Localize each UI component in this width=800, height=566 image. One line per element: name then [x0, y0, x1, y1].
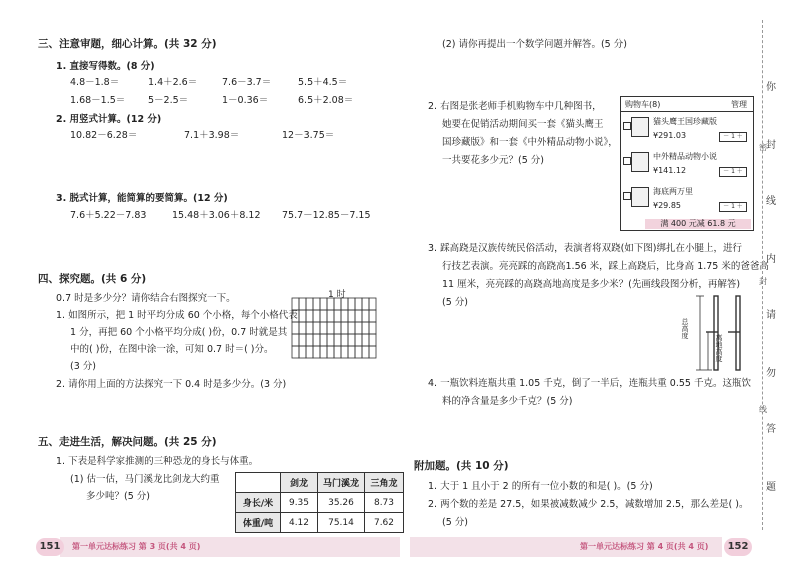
grid-cell [327, 322, 334, 334]
book-icon [631, 152, 649, 172]
q3-heading: 3. 脱式计算，能简算的要简算。(12 分) [56, 193, 228, 204]
grid-cell [369, 346, 376, 358]
q1-heading: 1. 直接写得数。(8 分) [56, 61, 155, 72]
cart-item [625, 185, 749, 219]
grid-cell [348, 298, 355, 310]
row-label: 体重/吨 [236, 513, 281, 533]
checkbox-icon [623, 157, 631, 165]
page-number: 152 [724, 538, 752, 556]
grid-cell [320, 310, 327, 322]
grid-cell [355, 298, 362, 310]
binding-mark: 线 [759, 405, 767, 414]
grid-cell [327, 346, 334, 358]
table-row [236, 493, 404, 513]
q2-line: 2. 右图是张老师手机购物车中几种图书， [428, 101, 602, 112]
checkbox-icon [623, 192, 631, 200]
grid-cell [292, 346, 299, 358]
s5-q1a-line: (1) 估一估，马门溪龙比剑龙大约重 [70, 474, 220, 485]
grid-cell [292, 298, 299, 310]
grid-cell [313, 334, 320, 346]
grid-cell [313, 298, 320, 310]
grid-cell [341, 298, 348, 310]
q4-line: 料的净含量是多少千克？(5 分) [442, 396, 573, 407]
calc: 75.7－12.85－7.15 [282, 210, 371, 221]
item-name: 海底两万里 [653, 187, 693, 196]
cell: 9.35 [281, 493, 318, 513]
bonus-q2-points: (5 分) [442, 517, 468, 528]
grid-cell [320, 334, 327, 346]
item-name: 猫头鹰王国珍藏版 [653, 117, 717, 126]
grid-cell [341, 310, 348, 322]
grid-cell [334, 298, 341, 310]
sidebar-char: 线 [766, 196, 776, 207]
q3-line: 行技艺表演。亮亮踩的高跷高1.56 米，踩上高跷后，比身高 1.75 米的爸爸高 [442, 261, 769, 272]
grid-cell [299, 298, 306, 310]
item-price: ¥141.12 [653, 166, 687, 175]
calc: 1－0.36＝ [222, 95, 269, 106]
grid-cell [362, 322, 369, 334]
stilt-ground-label: 离地高度 [715, 334, 723, 362]
grid-cell [369, 334, 376, 346]
binding-mark: 密 [759, 143, 767, 152]
grid-cell [341, 346, 348, 358]
grid-cell [362, 298, 369, 310]
grid-cell [299, 322, 306, 334]
grid-cell [334, 310, 341, 322]
section3-title: 三、注意审题，细心计算。(共 32 分) [38, 38, 217, 50]
cart-item [625, 115, 749, 149]
grid-label: 1 时 [328, 290, 346, 300]
binding-mark: 封 [759, 277, 767, 286]
bonus-q2: 2. 两个数的差是 27.5，如果被减数减少 2.5，减数增加 2.5，那么差是( )。 [428, 499, 749, 510]
grid-cell [348, 346, 355, 358]
s4-q1-line: 中的( )份，在图中涂一涂，可知 0.7 时＝( )分。 [70, 344, 274, 355]
q3-line: 3. 踩高跷是汉族传统民俗活动，表演者将双跷(如下图)绑扎在小腿上，进行 [428, 243, 742, 254]
grid-cell [369, 322, 376, 334]
item-price: ¥291.03 [653, 131, 687, 140]
stilt-total-label: 总高度 [681, 318, 689, 339]
book-icon [631, 117, 649, 137]
calc: 1.4＋2.6＝ [148, 77, 198, 88]
calc: 4.8－1.8＝ [70, 77, 120, 88]
grid-cell [348, 310, 355, 322]
grid-cell [306, 322, 313, 334]
q1b: (2) 请你再提出一个数学问题并解答。(5 分) [442, 39, 627, 50]
grid-cell [313, 346, 320, 358]
grid-cell [341, 334, 348, 346]
calc: 10.82－6.28＝ [70, 130, 138, 141]
calc: 5.5＋4.5＝ [298, 77, 348, 88]
grid-cell [306, 310, 313, 322]
cell: 8.73 [365, 493, 404, 513]
s4-q1-line: 1 分，再把 60 个小格平均分成( )份，0.7 时就是其 [70, 327, 288, 338]
table-header: 三角龙 [365, 473, 404, 493]
s5-q1a-line: 多少吨？(5 分) [86, 491, 150, 502]
cell: 75.14 [318, 513, 365, 533]
calc: 7.1＋3.98＝ [184, 130, 240, 141]
table-row [236, 513, 404, 533]
footer-text: 第一单元达标练习 第 4 页(共 4 页) [580, 542, 709, 551]
cell: 4.12 [281, 513, 318, 533]
sidebar-char: 你 [766, 82, 776, 93]
dinosaur-table [235, 472, 404, 533]
grid-cell [299, 310, 306, 322]
q2-heading: 2. 用竖式计算。(12 分) [56, 114, 162, 125]
sidebar-char: 题 [766, 482, 776, 493]
grid-cell [334, 346, 341, 358]
item-price: ¥29.85 [653, 201, 681, 210]
s4-q2: 2. 请你用上面的方法探究一下 0.4 时是多少分。(3 分) [56, 379, 287, 390]
binding-line [762, 20, 763, 530]
grid-cell [320, 322, 327, 334]
grid-cell [292, 334, 299, 346]
q2-line: 她要在促销活动期间买一套《猫头鹰王 [442, 119, 604, 130]
calc: 5－2.5＝ [148, 95, 189, 106]
cart-title: 购物车(8) [625, 100, 661, 109]
grid-cell [369, 310, 376, 322]
calc: 15.48＋3.06＋8.12 [172, 210, 261, 221]
grid-cell [334, 334, 341, 346]
grid-cell [362, 310, 369, 322]
grid-cell [306, 334, 313, 346]
grid-cell [320, 298, 327, 310]
sidebar-char: 勿 [766, 368, 776, 379]
cell: 35.26 [318, 493, 365, 513]
grid-cell [320, 346, 327, 358]
grid-cell [292, 310, 299, 322]
grid-cell [355, 322, 362, 334]
grid-cell [369, 298, 376, 310]
bonus-title: 附加题。(共 10 分) [414, 460, 509, 472]
quantity-stepper: － 1 ＋ [719, 132, 747, 142]
calc: 7.6－3.7＝ [222, 77, 272, 88]
grid-cell [355, 310, 362, 322]
calc: 12－3.75＝ [282, 130, 335, 141]
grid-cell [348, 334, 355, 346]
grid-cell [327, 298, 334, 310]
grid-cell [327, 310, 334, 322]
cell: 7.62 [365, 513, 404, 533]
grid-cell [327, 334, 334, 346]
q4-line: 4. 一瓶饮料连瓶共重 1.05 千克，倒了一半后，连瓶共重 0.55 千克。这瓶饮 [428, 378, 751, 389]
book-icon [631, 187, 649, 207]
q2-line: 一共要花多少元？(5 分) [442, 155, 544, 166]
quantity-stepper: － 1 ＋ [719, 167, 747, 177]
section5-title: 五、走进生活，解决问题。(共 25 分) [38, 436, 217, 448]
section4-title: 四、探究题。(共 6 分) [38, 273, 147, 285]
grid-cell [355, 346, 362, 358]
grid-cell [306, 346, 313, 358]
s4-q1-points: (3 分) [70, 361, 96, 372]
table-header: 剑龙 [281, 473, 318, 493]
table-header: 马门溪龙 [318, 473, 365, 493]
quantity-stepper: － 1 ＋ [719, 202, 747, 212]
hour-grid [290, 296, 386, 360]
grid-cell [299, 346, 306, 358]
sidebar-char: 封 [766, 140, 776, 151]
checkbox-icon [623, 122, 631, 130]
grid-cell [299, 334, 306, 346]
grid-cell [341, 322, 348, 334]
grid-cell [348, 322, 355, 334]
sidebar-char: 内 [766, 254, 776, 265]
s4-intro: 0.7 时是多少分？请你结合右图探究一下。 [56, 293, 236, 304]
shopping-cart [620, 96, 754, 231]
footer-text: 第一单元达标练习 第 3 页(共 4 页) [72, 542, 201, 551]
grid-cell [362, 334, 369, 346]
grid-cell [313, 322, 320, 334]
page-number: 151 [36, 538, 64, 556]
bonus-q1: 1. 大于 1 且小于 2 的所有一位小数的和是( )。(5 分) [428, 481, 653, 492]
s4-q1-line: 1. 如图所示，把 1 时平均分成 60 个小格，每个小格代表 [56, 310, 298, 321]
s5-q1: 1. 下表是科学家推测的三种恐龙的身长与体重。 [56, 456, 259, 467]
calc: 1.68－1.5＝ [70, 95, 126, 106]
promo-banner: 满 400 元减 61.8 元 [645, 219, 751, 229]
grid-cell [313, 310, 320, 322]
cart-manage: 管理 [731, 100, 747, 109]
grid-cell [334, 322, 341, 334]
q3-line: 11 厘米，亮亮踩的高跷高地高度是多少米？(先画线段图分析，再解答) [442, 279, 741, 290]
row-label: 身长/米 [236, 493, 281, 513]
q3-points: (5 分) [442, 297, 468, 308]
item-name: 中外精品动物小说 [653, 152, 717, 161]
grid-cell [292, 322, 299, 334]
sidebar-char: 答 [766, 424, 776, 435]
grid-cell [306, 298, 313, 310]
grid-cell [362, 346, 369, 358]
cart-item [625, 150, 749, 184]
grid-cell [355, 334, 362, 346]
sidebar-char: 请 [766, 310, 776, 321]
calc: 6.5＋2.08＝ [298, 95, 354, 106]
calc: 7.6＋5.22－7.83 [70, 210, 147, 221]
q2-line: 国珍藏版》和一套《中外精品动物小说》， [442, 137, 618, 148]
